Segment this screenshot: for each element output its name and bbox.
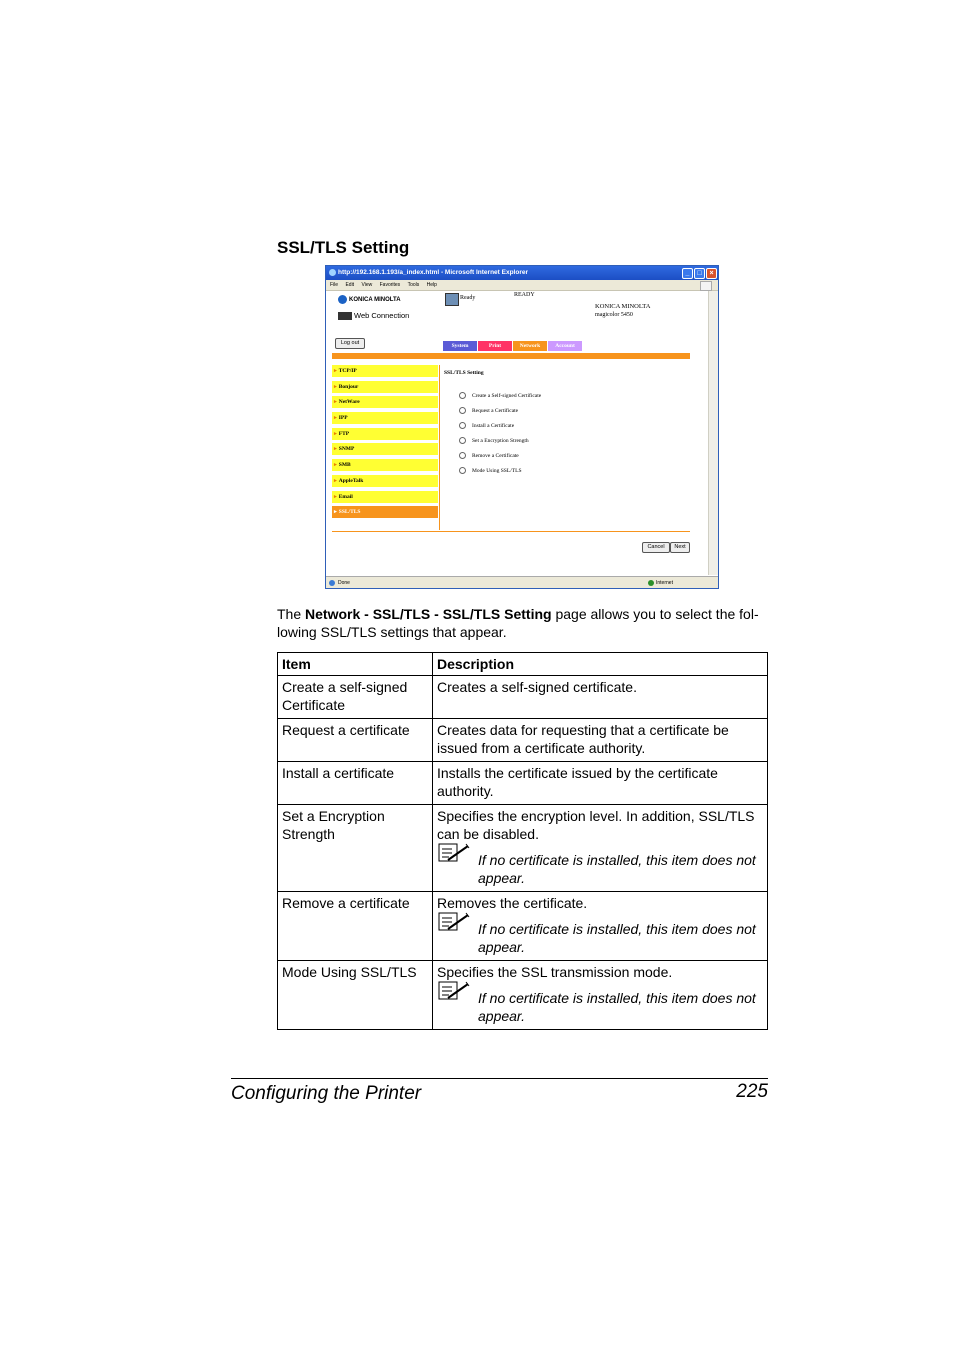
radio-icon[interactable]: [459, 407, 466, 414]
side-item-ftp[interactable]: ▸ FTP: [332, 428, 438, 440]
tab-account[interactable]: Account: [548, 341, 582, 351]
radio-icon[interactable]: [459, 452, 466, 459]
item-cell: Request a certificate: [278, 719, 433, 762]
printer-status-icon: [445, 293, 459, 306]
option-install-certificate[interactable]: Install a Certificate: [459, 422, 514, 429]
page-icon: [329, 580, 335, 586]
option-mode-ssl-tls[interactable]: Mode Using SSL/TLS: [459, 467, 522, 474]
logo-text: KONICA MINOLTA: [349, 297, 401, 304]
description-cell: Creates a self-signed certificate.: [433, 676, 768, 719]
table-row: [278, 676, 768, 719]
side-item-appletalk[interactable]: ▸ AppleTalk: [332, 475, 438, 487]
table-row: [278, 961, 768, 1030]
side-item-snmp[interactable]: ▸ SNMP: [332, 443, 438, 455]
menu-edit[interactable]: Edit: [345, 282, 355, 288]
menu-help[interactable]: Help: [426, 282, 437, 288]
table-row: [278, 892, 768, 961]
header-divider: [332, 353, 690, 359]
note: If no certificate is installed, this item does not appear.: [437, 851, 763, 887]
side-item-bonjour[interactable]: ▸ Bonjour: [332, 381, 438, 393]
cancel-button[interactable]: Cancel: [642, 542, 670, 553]
option-remove-certificate[interactable]: Remove a Certificate: [459, 452, 519, 459]
table-header-row: [278, 653, 768, 676]
internet-zone-icon: [648, 580, 654, 586]
ie-icon: [329, 269, 336, 276]
side-item-email[interactable]: ▸ Email: [332, 491, 438, 503]
footer-rule: [231, 1078, 768, 1079]
note: If no certificate is installed, this item does not appear.: [437, 920, 763, 956]
description-cell: Specifies the SSL transmission mode. If no certificate is installed, this item does not appear.: [433, 961, 768, 1030]
header-item: Item: [278, 653, 433, 676]
item-cell: Install a certificate: [278, 762, 433, 805]
note-pencil-icon: [438, 843, 470, 863]
section-title: SSL/TLS Setting: [277, 238, 410, 257]
browser-status-bar: [326, 576, 718, 589]
minimize-icon[interactable]: _: [682, 268, 693, 279]
product-text: Web Connection: [354, 311, 410, 320]
header-description: Description: [433, 653, 768, 676]
brand-name: KONICA MINOLTA: [595, 303, 651, 310]
side-item-ipp[interactable]: ▸ IPP: [332, 412, 438, 424]
page-number: 225: [736, 1081, 768, 1102]
radio-icon[interactable]: [459, 467, 466, 474]
menu-view[interactable]: View: [361, 282, 373, 288]
menu-favorites[interactable]: Favorites: [379, 282, 401, 288]
close-icon[interactable]: ×: [706, 268, 717, 279]
option-encryption-strength[interactable]: Set a Encryption Strength: [459, 437, 529, 444]
ready-display: READY: [514, 292, 535, 298]
description-cell: Installs the certificate issued by the certificate authority.: [433, 762, 768, 805]
radio-icon[interactable]: [459, 392, 466, 399]
model-name: magicolor 5450: [595, 312, 633, 318]
side-item-smb[interactable]: ▸ SMB: [332, 459, 438, 471]
content-divider: [332, 531, 690, 532]
logout-button[interactable]: Log out: [335, 338, 365, 349]
printer-status-label: Ready: [460, 295, 476, 301]
windows-flag-icon: [700, 281, 712, 291]
item-cell: Create a self-signed Certificate: [278, 676, 433, 719]
maximize-icon[interactable]: □: [694, 268, 705, 279]
radio-icon[interactable]: [459, 422, 466, 429]
next-button[interactable]: Next: [670, 542, 690, 553]
side-item-netware[interactable]: ▸ NetWare: [332, 396, 438, 408]
menu-path: Network - SSL/TLS - SSL/TLS Setting: [305, 606, 552, 622]
item-cell: Set a Encryption Strength: [278, 805, 433, 892]
description-cell: Creates data for requesting that a certificate be issued from a certificate authority.: [433, 719, 768, 762]
tab-system[interactable]: System: [443, 341, 477, 351]
item-cell: Mode Using SSL/TLS: [278, 961, 433, 1030]
table-row: [278, 762, 768, 805]
radio-icon[interactable]: [459, 437, 466, 444]
footer-chapter: Configuring the Printer: [231, 1083, 422, 1104]
status-zone: Internet: [656, 580, 673, 586]
note: If no certificate is installed, this item does not appear.: [437, 989, 763, 1025]
browser-menu-bar: [326, 280, 718, 291]
content-title: SSL/TLS Setting: [444, 370, 484, 376]
menu-file[interactable]: File: [330, 282, 339, 288]
browser-title-bar: [326, 266, 718, 280]
side-divider: [439, 365, 440, 530]
status-done: Done: [338, 580, 350, 586]
settings-table: [277, 652, 768, 1030]
side-item-tcpip[interactable]: ▸ TCP/IP: [332, 365, 438, 377]
option-request-certificate[interactable]: Request a Certificate: [459, 407, 518, 414]
table-row: [278, 719, 768, 762]
item-cell: Remove a certificate: [278, 892, 433, 961]
note-pencil-icon: [438, 912, 470, 932]
description-cell: Removes the certificate. If no certificate is installed, this item does not appear.: [433, 892, 768, 961]
side-menu: [332, 365, 438, 522]
browser-screenshot: [325, 265, 719, 589]
konica-minolta-logo-icon: [338, 295, 347, 304]
browser-title: http://192.168.1.193/a_index.html - Microsoft Internet Explorer: [338, 269, 528, 276]
pagescope-icon: [338, 312, 352, 320]
description-cell: Specifies the encryption level. In addition, SSL/TLS can be disabled. If no certificate is installed, this item does not appear.: [433, 805, 768, 892]
konica-minolta-logo: [338, 295, 401, 304]
table-row: [278, 805, 768, 892]
intro-paragraph: The Network - SSL/TLS - SSL/TLS Setting page allows you to select the fol-lowing SSL/TLS settings that appear.: [277, 606, 759, 640]
tab-print[interactable]: Print: [478, 341, 512, 351]
option-create-self-signed[interactable]: Create a Self-signed Certificate: [459, 392, 541, 399]
note-pencil-icon: [438, 981, 470, 1001]
side-item-ssl-tls[interactable]: ▸ SSL/TLS: [332, 506, 438, 518]
vertical-scrollbar[interactable]: [708, 291, 718, 575]
web-connection-logo: [338, 311, 409, 320]
tab-network[interactable]: Network: [513, 341, 547, 351]
menu-tools[interactable]: Tools: [407, 282, 420, 288]
